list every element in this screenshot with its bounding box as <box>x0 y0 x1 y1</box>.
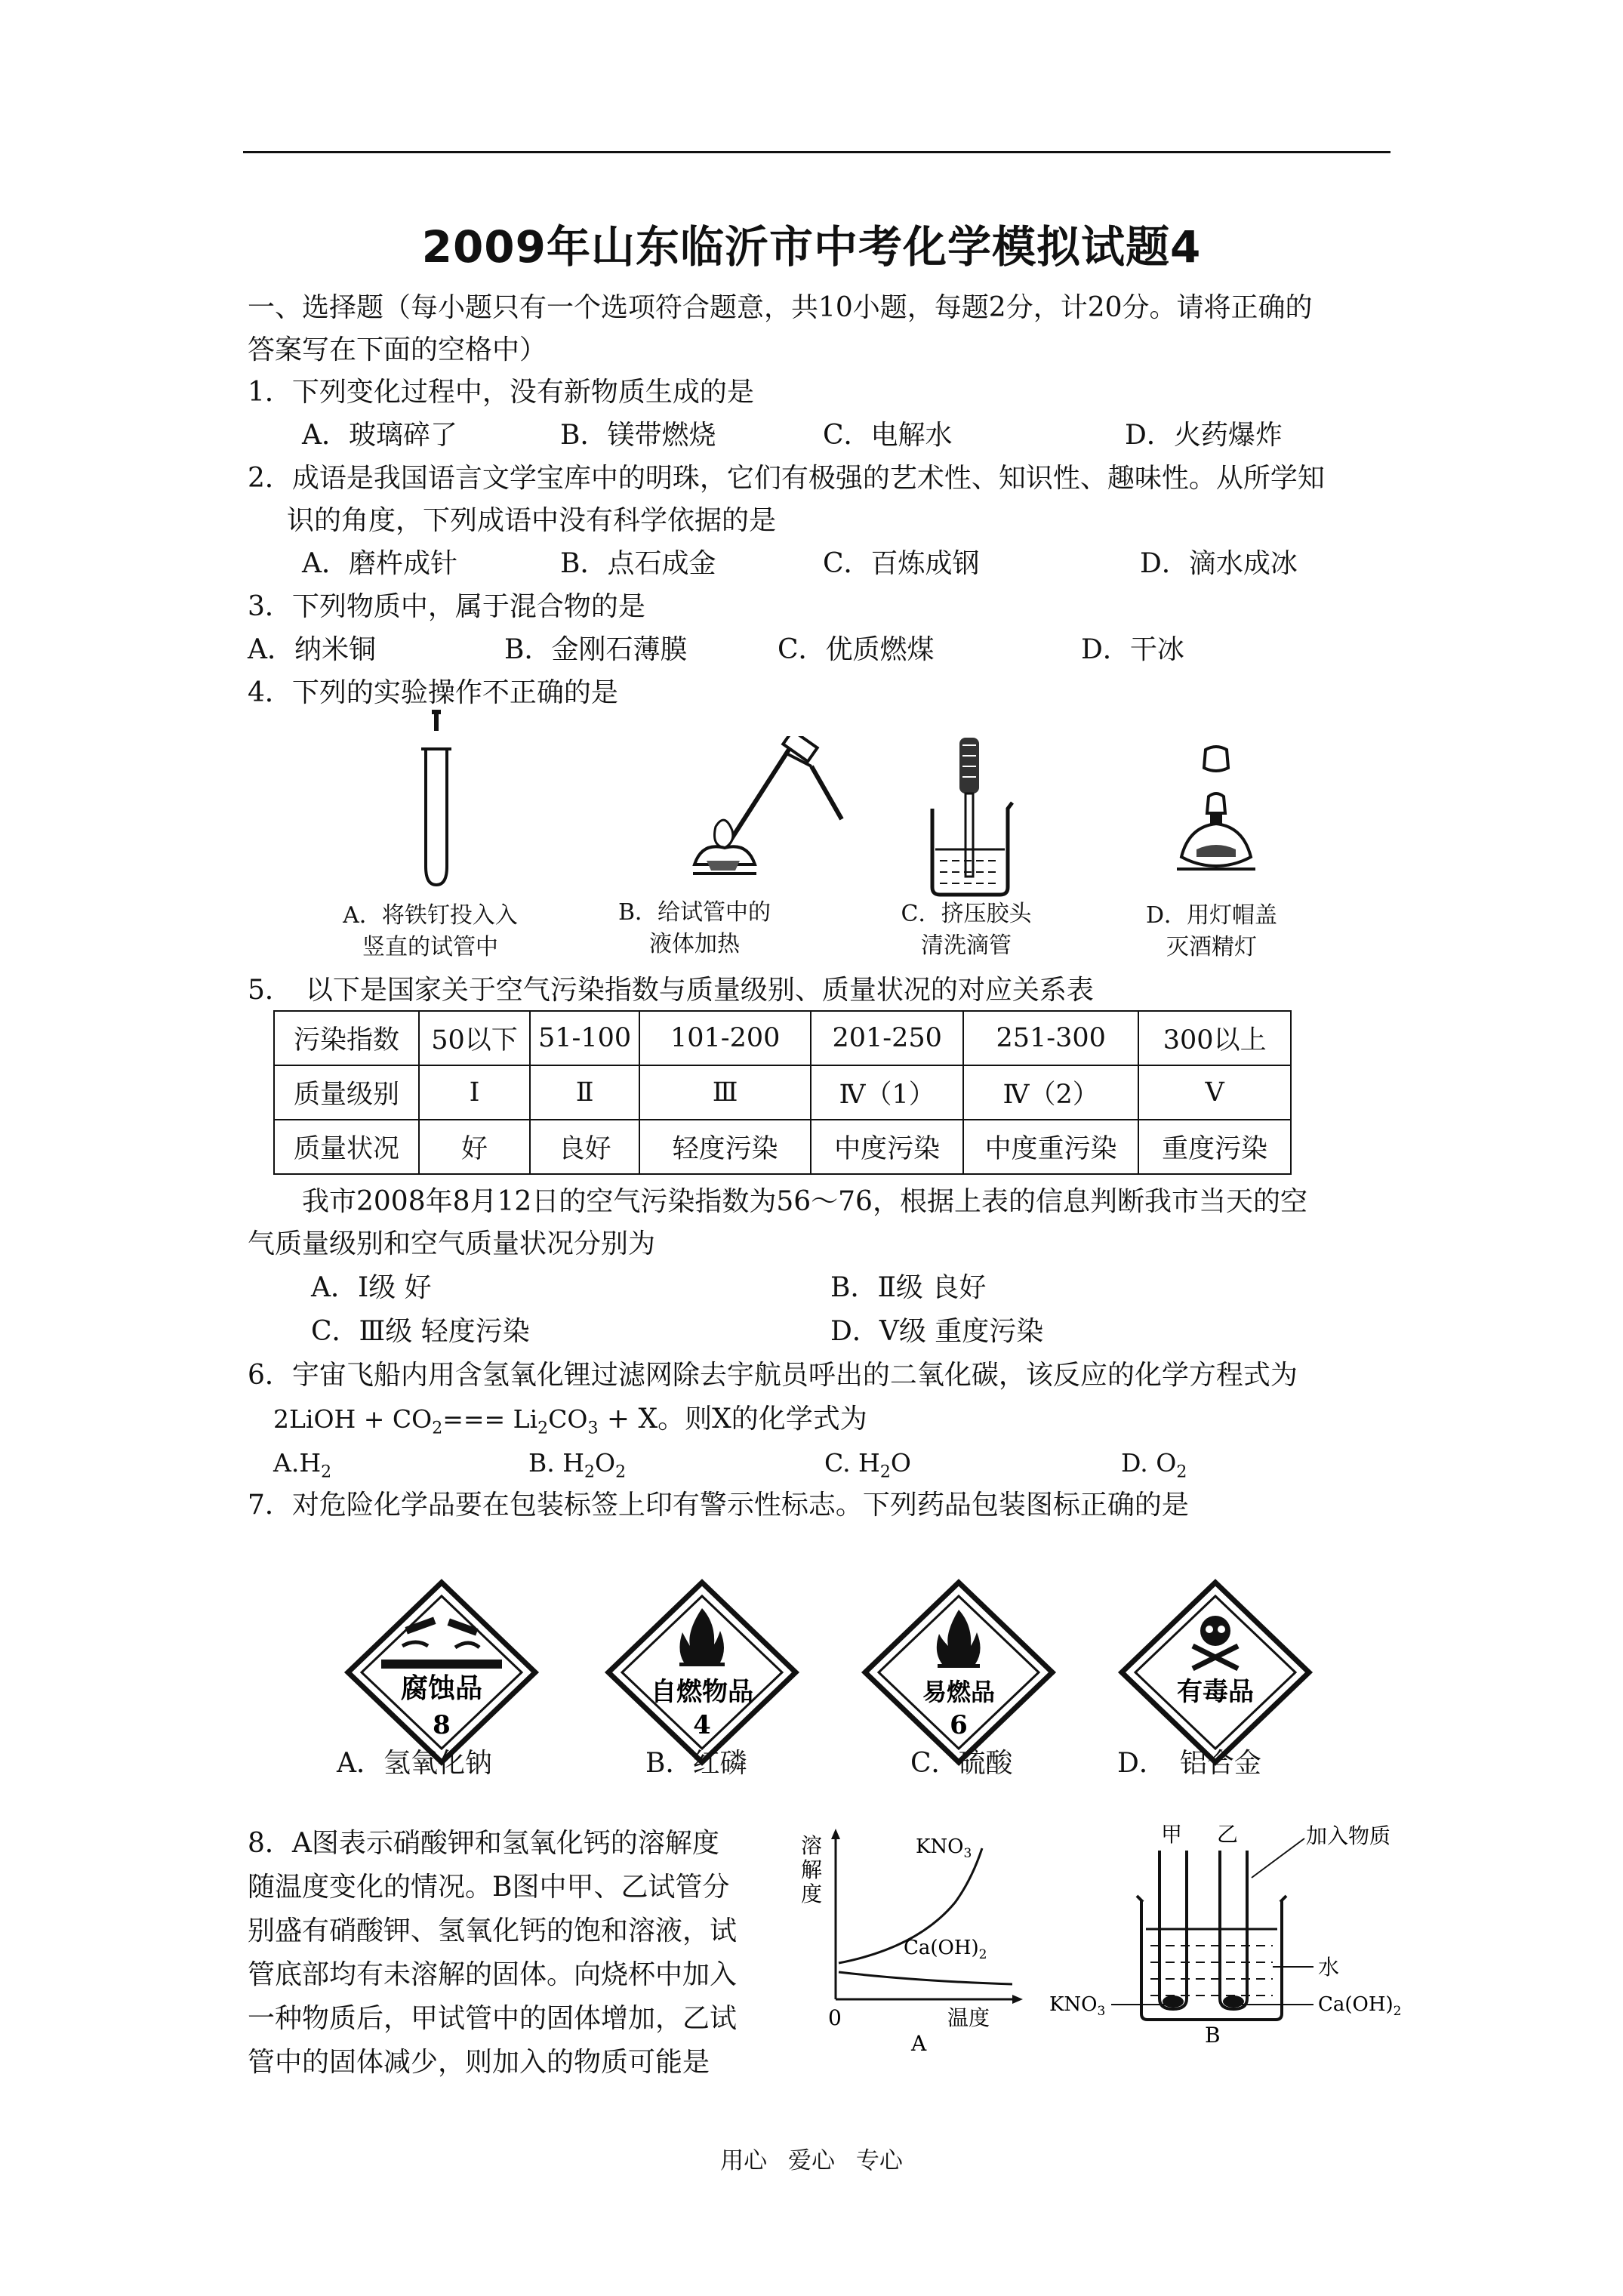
q1-option-d: D．火药爆炸 <box>1125 420 1283 451</box>
q4-caption-b-line1: B．给试管中的 <box>617 899 771 926</box>
graph-b-add-label: 加入物质 <box>1306 1823 1391 1848</box>
sign-c-label: 易燃品 <box>922 1678 996 1706</box>
table-cell: Ⅴ <box>1138 1065 1291 1120</box>
table-cell: 101-200 <box>639 1011 811 1065</box>
sign-c-number: 6 <box>950 1710 968 1740</box>
table-cell: 300以上 <box>1138 1011 1291 1065</box>
section-heading-line2: 答案写在下面的空格中） <box>248 334 547 365</box>
q2-option-a: A．磨杵成针 <box>302 548 457 579</box>
table-cell: Ⅳ（2） <box>963 1065 1138 1120</box>
spontaneous-combustion-sign-figure <box>604 1578 800 1767</box>
q7-option-c: C．硫酸 <box>910 1748 1013 1779</box>
q1-stem: 1．下列变化过程中，没有新物质生成的是 <box>248 377 754 408</box>
toxic-sign-figure <box>1117 1578 1313 1767</box>
q2-option-c: C．百炼成钢 <box>823 548 980 579</box>
sign-b-number: 4 <box>693 1710 711 1740</box>
q4-caption-d-line1: D．用灯帽盖 <box>1145 902 1278 929</box>
q5-option-a: A．Ⅰ级 好 <box>311 1272 432 1303</box>
q7-option-a: A．氢氧化钠 <box>337 1748 492 1779</box>
graph-a-xlabel: 温度 <box>947 2005 990 2030</box>
graph-a-origin: 0 <box>828 2005 842 2030</box>
q8-line2: 随温度变化的情况。B图中甲、乙试管分 <box>248 1872 730 1903</box>
table-cell: 201-250 <box>811 1011 963 1065</box>
q3-option-a: A．纳米铜 <box>248 634 376 665</box>
squeeze-dropper-figure <box>925 736 1015 898</box>
graph-a-ylabel-1: 溶 <box>801 1833 823 1858</box>
graph-a-caoh2-label: $Ca(OH)_2$ <box>904 1937 987 1962</box>
q5-option-b: B．Ⅱ级 良好 <box>830 1272 987 1303</box>
table-cell: 中度重污染 <box>963 1120 1138 1174</box>
graph-b-caoh2-label: $Ca(OH)_2$ <box>1318 1993 1402 2019</box>
table-cell: 质量级别 <box>274 1065 419 1120</box>
graph-b-kno3-label: $KNO_3$ <box>1049 1993 1106 2019</box>
solubility-graph-a <box>796 1820 1030 2054</box>
page-title: 2009年山东临沂市中考化学模拟试题4 <box>421 221 1202 273</box>
table-cell: 良好 <box>530 1120 639 1174</box>
aqi-table <box>273 1010 1292 1175</box>
q7-option-d: D． 铝合金 <box>1117 1748 1261 1779</box>
table-cell: Ⅰ <box>419 1065 530 1120</box>
q3-option-b: B．金刚石薄膜 <box>504 634 688 665</box>
q6-option-c: C. $H_2O$ <box>824 1448 911 1482</box>
q3-option-d: D．干冰 <box>1081 634 1184 665</box>
q2-option-d: D．滴水成冰 <box>1140 548 1298 579</box>
q1-option-b: B．镁带燃烧 <box>560 420 716 451</box>
q6-equation: 2LiOH + $CO_2=== Li_2CO_3 + X$。则X的化学式为 <box>273 1404 867 1438</box>
q3-option-c: C．优质燃煤 <box>778 634 935 665</box>
table-cell: Ⅱ <box>530 1065 639 1120</box>
table-cell: 轻度污染 <box>639 1120 811 1174</box>
graph-a-kno3-label: $KNO_3$ <box>916 1835 972 1861</box>
q6-option-b: B. $H_2O_2$ <box>528 1448 627 1482</box>
heating-test-tube-figure <box>672 736 845 887</box>
q8-line6: 管中的固体减少，则加入的物质可能是 <box>248 2047 710 2078</box>
corrosive-sign-figure <box>343 1578 540 1767</box>
sign-d-label: 有毒品 <box>1177 1677 1254 1707</box>
q7-stem: 7．对危险化学品要在包装标签上印有警示性标志。下列药品包装图标正确的是 <box>248 1490 1189 1521</box>
table-cell: Ⅲ <box>639 1065 811 1120</box>
table-cell: 50以下 <box>419 1011 530 1065</box>
graph-a-caption: A <box>911 2031 927 2054</box>
table-cell: 51-100 <box>530 1011 639 1065</box>
q2-option-b: B．点石成金 <box>560 548 716 579</box>
alcohol-lamp-cap-figure <box>1166 744 1264 883</box>
q6-option-a: $A.H_2$ <box>273 1448 332 1482</box>
graph-b-tube1-label: 甲 <box>1161 1822 1183 1847</box>
table-cell: Ⅳ（1） <box>811 1065 963 1120</box>
graph-b-caption: B <box>1205 2023 1221 2048</box>
q1-option-a: A．玻璃碎了 <box>302 420 457 451</box>
graph-b-tube2-label: 乙 <box>1217 1822 1239 1847</box>
q5-option-c: C．Ⅲ级 轻度污染 <box>311 1316 530 1347</box>
flammable-sign-figure <box>861 1578 1057 1767</box>
graph-a-ylabel-2: 解 <box>801 1857 823 1882</box>
q8-line5: 一种物质后，甲试管中的固体增加，乙试 <box>248 2003 738 2034</box>
q4-caption-b-line2: 液体加热 <box>649 931 740 957</box>
sign-a-label: 腐蚀品 <box>400 1672 483 1704</box>
q4-caption-c-line2: 清洗滴管 <box>921 932 1012 959</box>
table-row <box>274 1011 1291 1065</box>
table-row <box>274 1065 1291 1120</box>
q7-option-b: B．红磷 <box>645 1748 747 1779</box>
graph-b-water-label: 水 <box>1318 1955 1340 1980</box>
q4-caption-a-line1: A．将铁钉投入入 <box>343 902 518 929</box>
table-cell: 好 <box>419 1120 530 1174</box>
q1-option-c: C．电解水 <box>823 420 953 451</box>
beaker-figure-b <box>1049 1816 1434 2054</box>
q5-option-d: D．Ⅴ级 重度污染 <box>830 1316 1044 1347</box>
q8-line4: 管底部均有未溶解的固体。向烧杯中加入 <box>248 1959 738 1990</box>
q4-caption-c-line1: C．挤压胶头 <box>901 901 1032 927</box>
table-cell: 污染指数 <box>274 1011 419 1065</box>
table-row <box>274 1120 1291 1174</box>
q4-caption-d-line2: 灭酒精灯 <box>1166 934 1257 960</box>
header-rule <box>243 151 1390 153</box>
q8-line1: 8．A图表示硝酸钾和氢氧化钙的溶解度 <box>248 1828 719 1859</box>
table-cell: 251-300 <box>963 1011 1138 1065</box>
q8-line3: 别盛有硝酸钾、氢氧化钙的饱和溶液，试 <box>248 1915 738 1946</box>
graph-a-ylabel-3: 度 <box>801 1881 823 1906</box>
q6-option-d: D. $O_2$ <box>1121 1448 1187 1482</box>
section-heading-line1: 一、选择题（每小题只有一个选项符合题意，共10小题，每题2分，计20分。请将正确的 <box>248 292 1313 323</box>
table-cell: 重度污染 <box>1138 1120 1291 1174</box>
table-cell: 中度污染 <box>811 1120 963 1174</box>
q5-text-line1: 我市2008年8月12日的空气污染指数为56～76，根据上表的信息判断我市当天的空 <box>302 1186 1307 1217</box>
sign-a-number: 8 <box>433 1710 451 1740</box>
table-cell: 质量状况 <box>274 1120 419 1174</box>
q6-stem-line1: 6．宇宙飞船内用含氢氧化锂过滤网除去宇航员呼出的二氧化碳，该反应的化学方程式为 <box>248 1360 1298 1391</box>
q5-stem: 5． 以下是国家关于空气污染指数与质量级别、质量状况的对应关系表 <box>248 975 1094 1006</box>
q5-text-line2: 气质量级别和空气质量状况分别为 <box>248 1228 656 1259</box>
iron-nail-test-tube-figure <box>408 710 468 891</box>
q3-stem: 3．下列物质中，属于混合物的是 <box>248 591 645 622</box>
q4-stem: 4．下列的实验操作不正确的是 <box>248 677 618 708</box>
page-footer: 用心 爱心 专心 <box>720 2147 903 2174</box>
q2-stem-line1: 2．成语是我国语言文学宝库中的明珠，它们有极强的艺术性、知识性、趣味性。从所学知 <box>248 463 1325 494</box>
q2-stem-line2: 识的角度，下列成语中没有科学依据的是 <box>287 505 777 536</box>
sign-b-label: 自燃物品 <box>651 1677 753 1707</box>
q4-caption-a-line2: 竖直的试管中 <box>362 934 498 960</box>
